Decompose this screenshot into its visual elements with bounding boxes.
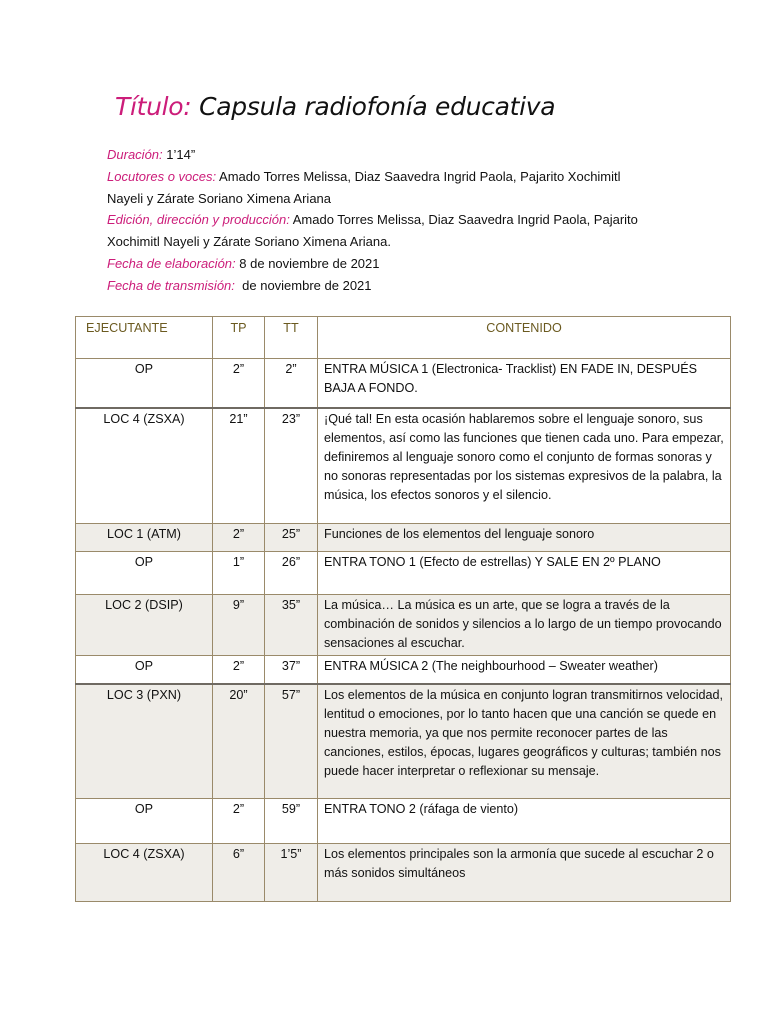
metadata-block bbox=[107, 144, 707, 297]
cell-tt: 2” bbox=[265, 359, 318, 408]
table-row bbox=[76, 408, 731, 524]
cell-ejecutante: LOC 1 (ATM) bbox=[76, 524, 213, 552]
cell-tp: 9” bbox=[213, 595, 265, 656]
cell-tp: 2” bbox=[213, 524, 265, 552]
cell-contenido: ENTRA TONO 2 (ráfaga de viento) bbox=[318, 799, 731, 844]
table-header-row bbox=[76, 317, 731, 359]
cell-tp: 1” bbox=[213, 552, 265, 595]
cell-tp: 20” bbox=[213, 684, 265, 799]
duration-line bbox=[107, 144, 707, 166]
script-table bbox=[75, 316, 731, 902]
header-tp: TP bbox=[213, 317, 265, 359]
table-row bbox=[76, 359, 731, 408]
transmission-date-line bbox=[107, 275, 707, 297]
cell-tt: 26” bbox=[265, 552, 318, 595]
voices-line-2 bbox=[107, 188, 707, 210]
table-row bbox=[76, 656, 731, 684]
cell-contenido: ¡Qué tal! En esta ocasión hablaremos sobre el lenguaje sonoro, sus elementos, así como las funciones que tienen cada uno. Para empezar, definiremos al lenguaje sonoro como el conjunto de formas sonoras y no sonoras representadas por los sistemas expresivos de la palabra, la música, los efectos sonoros y el silencio. bbox=[318, 408, 731, 524]
edition-value-1: Amado Torres Melissa, Diaz Saavedra Ingrid Paola, Pajarito bbox=[292, 212, 638, 228]
table-row bbox=[76, 799, 731, 844]
voices-value-1: Amado Torres Melissa, Diaz Saavedra Ingrid Paola, Pajarito Xochimitl bbox=[219, 168, 621, 184]
cell-ejecutante: LOC 4 (ZSXA) bbox=[76, 844, 213, 902]
table-row bbox=[76, 684, 731, 799]
cell-contenido: Los elementos de la música en conjunto logran transmitirnos velocidad, lentitud o emociones, por lo tanto hacen que una canción se quede en nuestra memoria, ya que nos permite reconocer partes de las canciones, estilos, épocas, lugares geográficos y culturas; también nos puede hacer interpretar o reflexionar su mensaje. bbox=[318, 684, 731, 799]
transmission-date-label: Fecha de transmisión: bbox=[107, 277, 235, 293]
cell-tt: 57” bbox=[265, 684, 318, 799]
cell-ejecutante: OP bbox=[76, 359, 213, 408]
table-row bbox=[76, 524, 731, 552]
header-tt: TT bbox=[265, 317, 318, 359]
voices-label: Locutores o voces: bbox=[107, 168, 217, 184]
header-ejecutante: EJECUTANTE bbox=[76, 317, 213, 359]
cell-contenido: ENTRA TONO 1 (Efecto de estrellas) Y SALE EN 2º PLANO bbox=[318, 552, 731, 595]
cell-ejecutante: OP bbox=[76, 552, 213, 595]
cell-tp: 2” bbox=[213, 359, 265, 408]
edition-label: Edición, dirección y producción: bbox=[107, 212, 290, 228]
cell-tt: 35” bbox=[265, 595, 318, 656]
cell-contenido: ENTRA MÚSICA 1 (Electronica- Tracklist) EN FADE IN, DESPUÉS BAJA A FONDO. bbox=[318, 359, 731, 408]
elaboration-date-label: Fecha de elaboración: bbox=[107, 255, 236, 271]
table-row bbox=[76, 844, 731, 902]
cell-ejecutante: OP bbox=[76, 799, 213, 844]
edition-line bbox=[107, 209, 707, 231]
edition-line-2 bbox=[107, 231, 707, 253]
cell-tp: 2” bbox=[213, 799, 265, 844]
transmission-date-value: de noviembre de 2021 bbox=[242, 277, 372, 293]
cell-tt: 59” bbox=[265, 799, 318, 844]
cell-contenido: ENTRA MÚSICA 2 (The neighbourhood – Sweater weather) bbox=[318, 656, 731, 684]
cell-ejecutante: OP bbox=[76, 656, 213, 684]
duration-label: Duración: bbox=[107, 147, 163, 162]
cell-tp: 21” bbox=[213, 408, 265, 524]
cell-tt: 1’5” bbox=[265, 844, 318, 902]
elaboration-date-value: 8 de noviembre de 2021 bbox=[239, 255, 380, 271]
cell-tp: 6” bbox=[213, 844, 265, 902]
cell-contenido: La música… La música es un arte, que se logra a través de la combinación de sonidos y silencios a lo largo de un tiempo provocando sensaciones al escuchar. bbox=[318, 595, 731, 656]
cell-tt: 25” bbox=[265, 524, 318, 552]
cell-ejecutante: LOC 2 (DSIP) bbox=[76, 595, 213, 656]
edition-value-2: Xochimitl Nayeli y Zárate Soriano Ximena Ariana. bbox=[107, 234, 391, 250]
title-label: Título: bbox=[115, 92, 192, 121]
duration-value: 1’14” bbox=[166, 147, 196, 162]
cell-ejecutante: LOC 4 (ZSXA) bbox=[76, 408, 213, 524]
table-row bbox=[76, 595, 731, 656]
cell-ejecutante: LOC 3 (PXN) bbox=[76, 684, 213, 799]
header-contenido: CONTENIDO bbox=[318, 317, 731, 359]
cell-tt: 23” bbox=[265, 408, 318, 524]
voices-line bbox=[107, 166, 707, 188]
title-text: Capsula radiofonía educativa bbox=[199, 92, 556, 121]
cell-tt: 37” bbox=[265, 656, 318, 684]
voices-value-2: Nayeli y Zárate Soriano Ximena Ariana bbox=[107, 190, 332, 206]
elaboration-date-line bbox=[107, 253, 707, 275]
cell-tp: 2” bbox=[213, 656, 265, 684]
cell-contenido: Los elementos principales son la armonía que sucede al escuchar 2 o más sonidos simultáneos bbox=[318, 844, 731, 902]
document-title bbox=[115, 92, 555, 121]
table-row bbox=[76, 552, 731, 595]
cell-contenido: Funciones de los elementos del lenguaje sonoro bbox=[318, 524, 731, 552]
